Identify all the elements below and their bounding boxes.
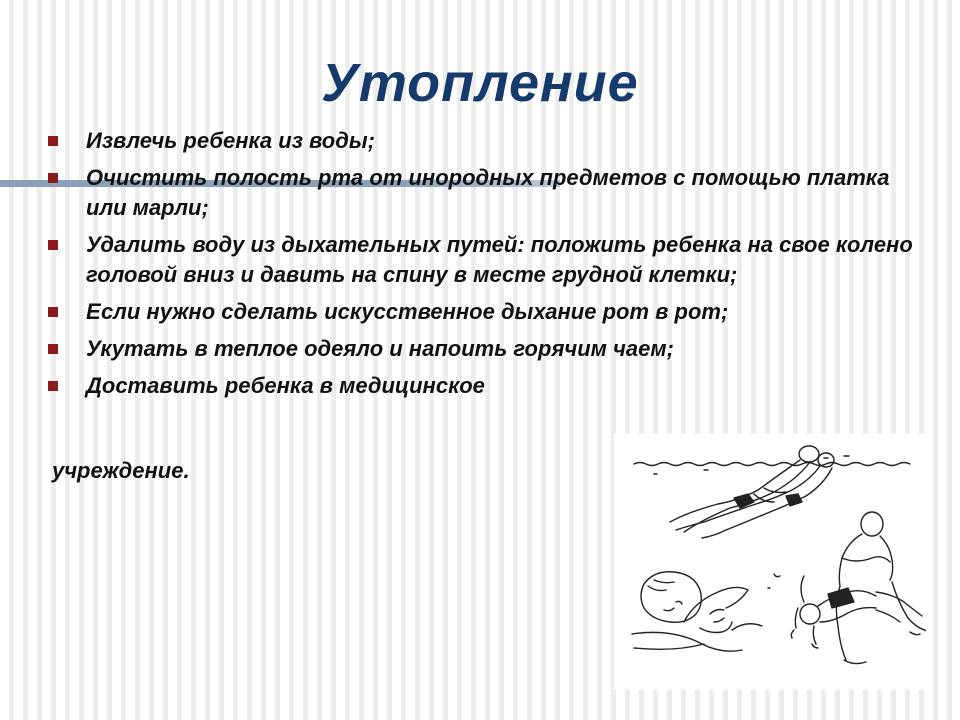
bullet-text: Укутать в теплое одеяло и напоить горячим чаем; — [86, 336, 674, 361]
square-bullet-icon — [48, 136, 58, 146]
list-item — [44, 126, 934, 156]
bullet-text: Извлечь ребенка из воды; — [86, 128, 375, 153]
square-bullet-icon — [48, 240, 58, 250]
bullet-text: Если нужно сделать искусственное дыхание рот в рот; — [86, 299, 729, 324]
bullet-continuation: учреждение. — [52, 458, 190, 483]
square-bullet-icon — [48, 173, 58, 183]
slide-title: Утопление — [321, 53, 639, 113]
list-item — [44, 371, 934, 401]
bullet-text: Доставить ребенка в медицинское — [86, 373, 485, 398]
bullet-text: Удалить воду из дыхательных путей: положить ребенка на свое колено головой вниз и давить на спину в месте грудной клетки; — [86, 232, 913, 287]
square-bullet-icon — [48, 307, 58, 317]
list-item — [44, 163, 934, 223]
list-item — [44, 297, 934, 327]
square-bullet-icon — [48, 344, 58, 354]
list-item — [44, 230, 934, 290]
bullet-list — [44, 126, 934, 408]
square-bullet-icon — [48, 381, 58, 391]
list-item — [44, 334, 934, 364]
bullet-text: Очистить полость рта от инородных предметов с помощью платка или марли; — [86, 165, 890, 220]
rescue-drawing-icon — [614, 434, 926, 690]
rescue-illustration — [614, 434, 926, 690]
